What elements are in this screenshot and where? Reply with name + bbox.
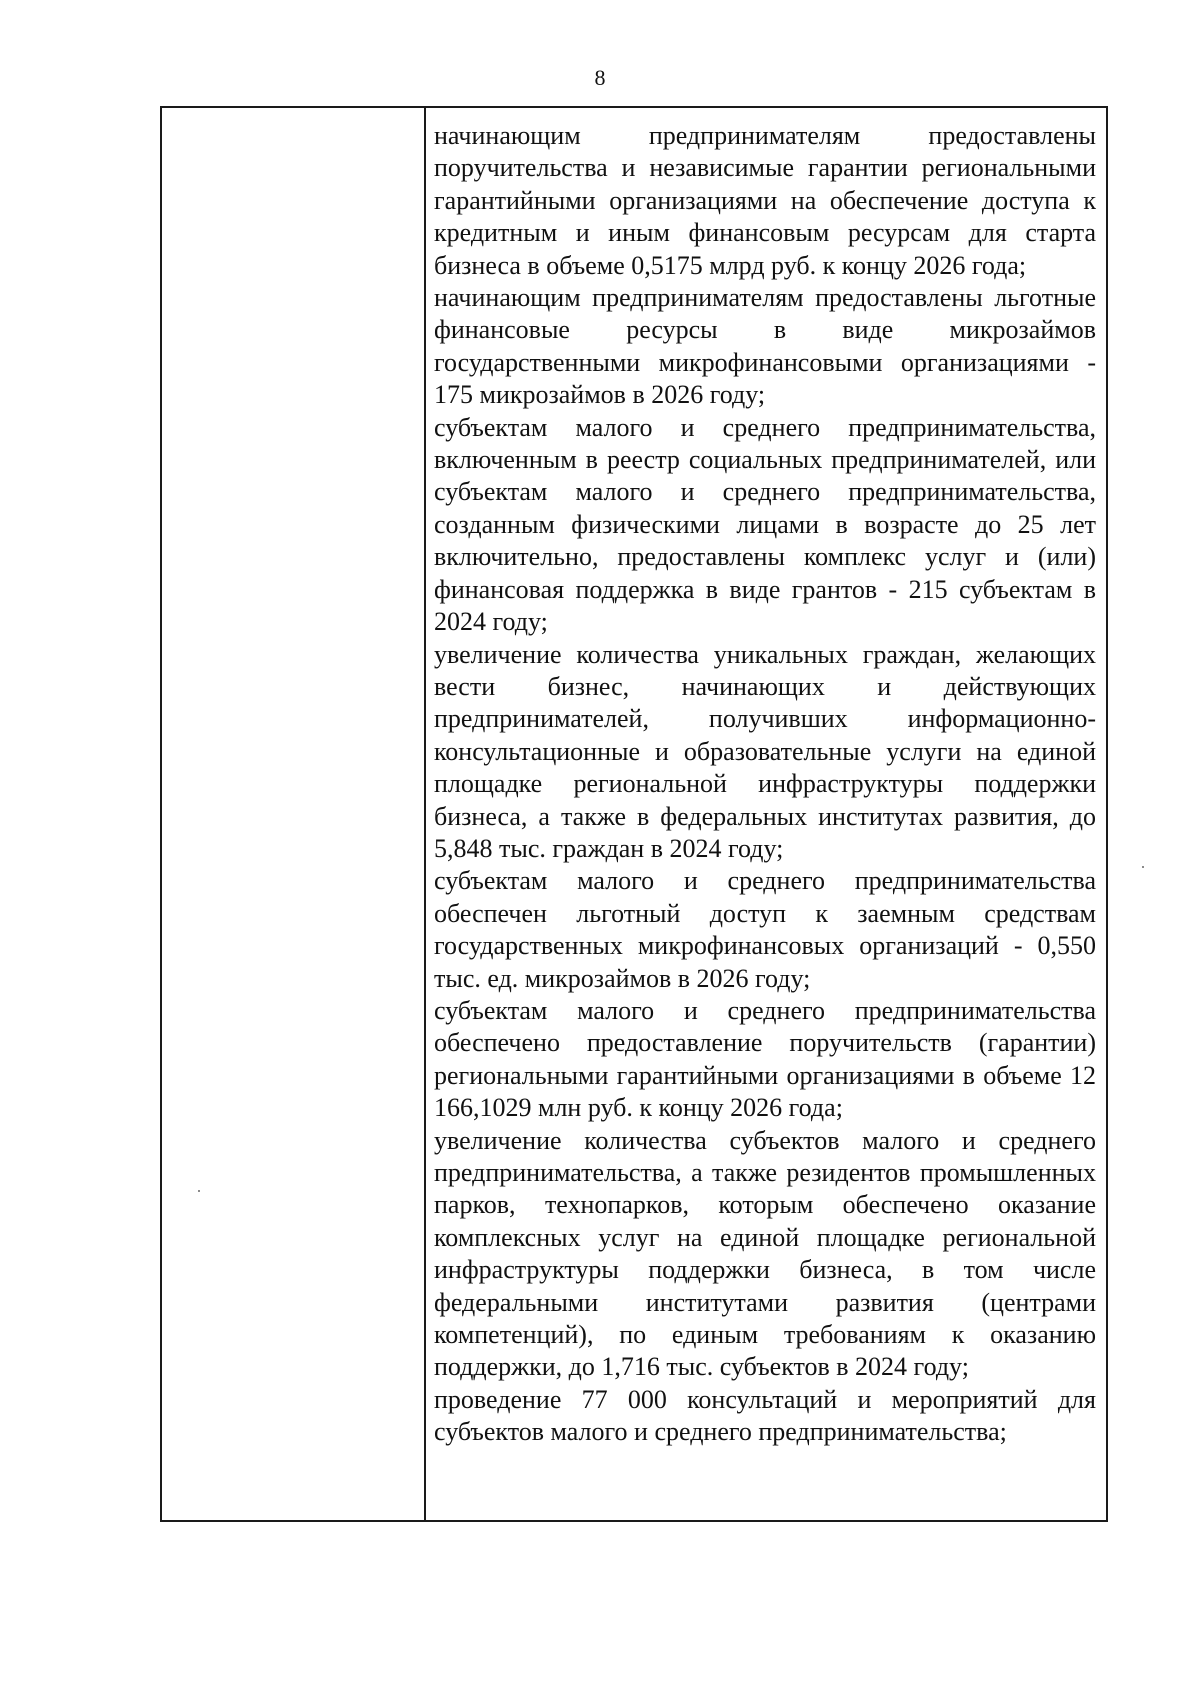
content-table bbox=[160, 106, 1108, 1522]
table-paragraph: увеличение количества субъектов малого и среднего предпринимательства, а также резидентов промышленных парков, технопарков, которым обеспечено оказание комплексных услуг на единой площадке региональной инфраструктуры поддержки бизнеса, в том числе федеральными институтами развития (центрами компетенций), по единым требованиям к оказанию поддержки, до 1,716 тыс. субъектов в 2024 году; bbox=[434, 1125, 1096, 1382]
table-paragraph: проведение 77 000 консультаций и мероприятий для субъектов малого и среднего предпринимательства; bbox=[434, 1384, 1096, 1447]
table-paragraph: увеличение количества уникальных граждан, желающих вести бизнес, начинающих и действующих предпринимателей, получивших информационно-консультационные и образовательные услуги на единой площадке региональной инфраструктуры поддержки бизнеса, а также в федеральных институтах развития, до 5,848 тыс. граждан в 2024 году; bbox=[434, 639, 1096, 863]
table-paragraph: субъектам малого и среднего предпринимательства обеспечено предоставление поручительств (гарантии) региональными гарантийными организациями в объеме 12 166,1029 млн руб. к концу 2026 года; bbox=[434, 995, 1096, 1123]
table-left-column bbox=[162, 108, 426, 1520]
table-paragraph: начинающим предпринимателям предоставлены льготные финансовые ресурсы в виде микрозаймов государственными микрофинансовыми организациями - 175 микрозаймов в 2026 году; bbox=[434, 283, 1096, 410]
scan-speck bbox=[198, 1190, 200, 1192]
page-number: 8 bbox=[594, 65, 606, 90]
table-paragraph: начинающим предпринимателям предоставлены поручительства и независимые гарантии региональными гарантийными организациями на обеспечение доступа к кредитным и иным финансовым ресурсам для старта бизнеса в объеме 0,5175 млрд руб. к концу 2026 года; bbox=[434, 121, 1096, 280]
table-right-column bbox=[426, 108, 1106, 1520]
scan-speck bbox=[1142, 866, 1144, 868]
table-paragraph: субъектам малого и среднего предпринимательства, включенным в реестр социальных предпринимателей, или субъектам малого и среднего предпринимательства, созданным физическими лицами в возрасте до 25 лет включительно, предоставлены комплекс услуг и (или) финансовая поддержка в виде грантов - 215 субъектам в 2024 году; bbox=[434, 412, 1096, 637]
table-paragraph: субъектам малого и среднего предпринимательства обеспечен льготный доступ к заемным средствам государственных микрофинансовых организаций - 0,550 тыс. ед. микрозаймов в 2026 году; bbox=[434, 866, 1096, 993]
